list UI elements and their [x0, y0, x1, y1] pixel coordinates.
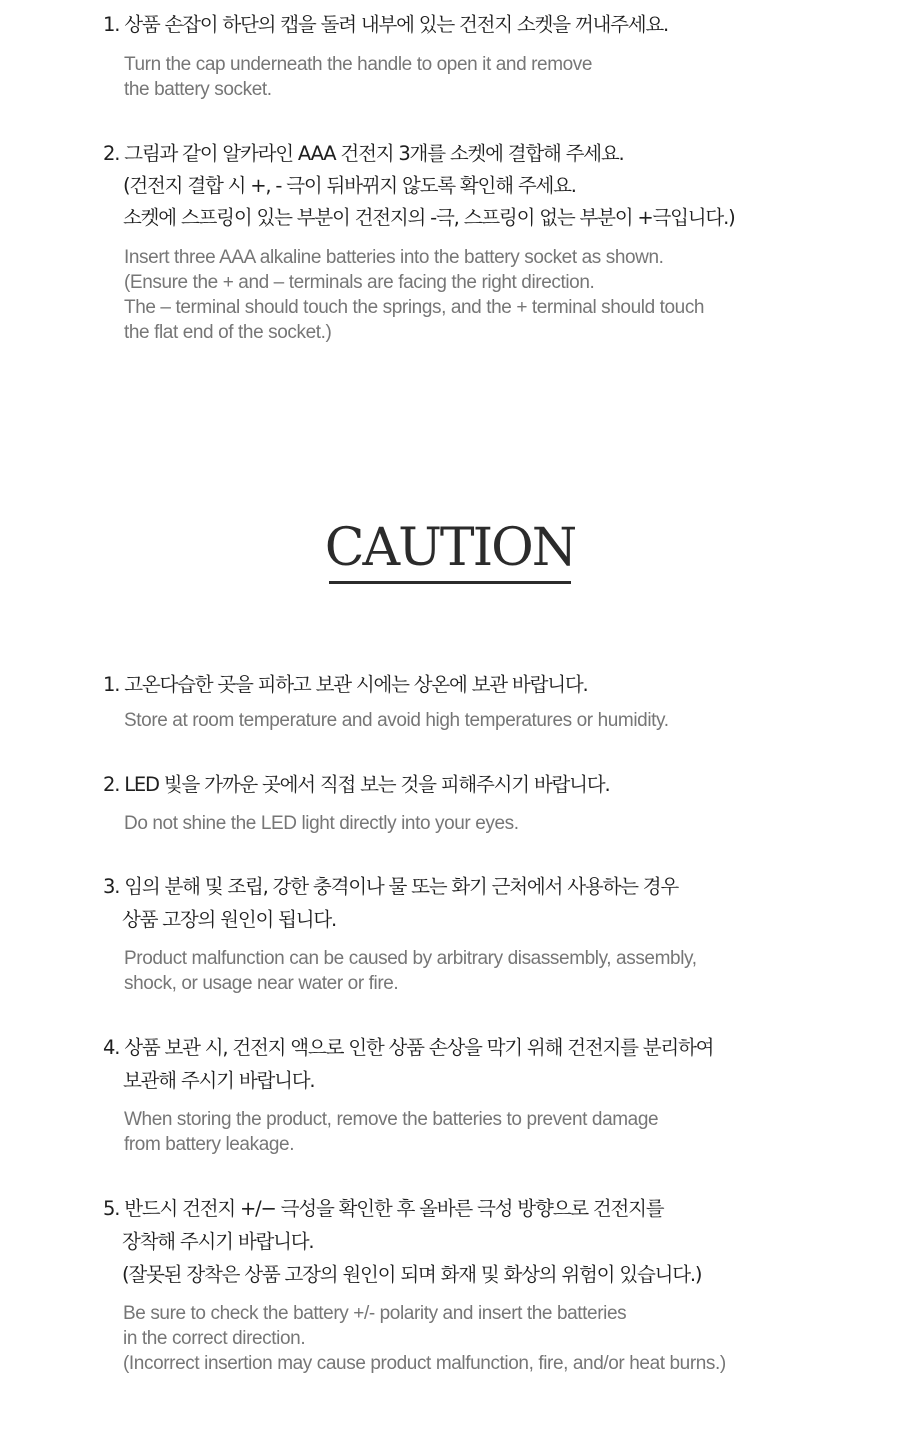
step-2-korean-text-line-3: 소켓에 스프링이 있는 부분이 건전지의 -극, 스프링이 없는 부분이 +극입니다.): [123, 206, 735, 229]
caution-3-english-text-line-2: shock, or usage near water or fire.: [124, 973, 399, 994]
caution-3-english-text-line-1: Product malfunction can be caused by arbitrary disassembly, assembly,: [124, 948, 697, 969]
step-1-korean-text: 1. 상품 손잡이 하단의 캡을 돌려 내부에 있는 건전지 소켓을 꺼내주세요.: [103, 13, 669, 36]
caution-2-english-text: Do not shine the LED light directly into your eyes.: [124, 813, 519, 834]
caution-3-korean-text-line-2: 상품 고장의 원인이 됩니다.: [122, 908, 337, 931]
step-2-korean-text-line-2: (건전지 결합 시 +, - 극이 뒤바뀌지 않도록 확인해 주세요.: [123, 174, 576, 197]
step-1-english-text-line-1: Turn the cap underneath the handle to open it and remove: [124, 54, 593, 75]
step-2-english-text-line-1: Insert three AAA alkaline batteries into the battery socket as shown.: [124, 247, 664, 268]
step-2-english-text-line-4: the flat end of the socket.): [124, 322, 332, 343]
caution-title: CAUTION: [324, 518, 576, 578]
caution-4-korean-text-line-1: 4. 상품 보관 시, 건전지 액으로 인한 상품 손상을 막기 위해 건전지를 분리하여: [103, 1036, 714, 1059]
caution-4-korean-text-line-2: 보관해 주시기 바랍니다.: [123, 1069, 315, 1092]
caution-5-english-text-line-3: (Incorrect insertion may cause product malfunction, fire, and/or heat burns.): [123, 1353, 726, 1374]
step-2-english-text-line-2: (Ensure the + and – terminals are facing the right direction.: [124, 272, 595, 293]
caution-1-korean-text: 1. 고온다습한 곳을 피하고 보관 시에는 상온에 보관 바랍니다.: [103, 673, 588, 696]
caution-1-english-text: Store at room temperature and avoid high temperatures or humidity.: [124, 710, 669, 731]
step-2-english-text-line-3: The – terminal should touch the springs, and the + terminal should touch: [124, 297, 705, 318]
step-2-korean-text-line-1: 2. 그림과 같이 알카라인 AAA 건전지 3개를 소켓에 결합해 주세요.: [103, 142, 624, 165]
caution-5-korean-text-line-2: 장착해 주시기 바랍니다.: [122, 1230, 314, 1253]
caution-4-english-text-line-1: When storing the product, remove the batteries to prevent damage: [124, 1109, 659, 1130]
caution-title-underline: [329, 581, 571, 584]
caution-4-english-text-line-2: from battery leakage.: [124, 1134, 295, 1155]
caution-5-korean-text-line-1: 5. 반드시 건전지 +/− 극성을 확인한 후 올바른 극성 방향으로 건전지를: [103, 1197, 664, 1220]
caution-5-english-text-line-1: Be sure to check the battery +/- polarity and insert the batteries: [123, 1303, 627, 1324]
caution-5-english-text-line-2: in the correct direction.: [123, 1328, 306, 1349]
caution-3-korean-text-line-1: 3. 임의 분해 및 조립, 강한 충격이나 물 또는 화기 근처에서 사용하는 경우: [103, 875, 679, 898]
caution-5-korean-text-line-3: (잘못된 장착은 상품 고장의 원인이 되며 화재 및 화상의 위험이 있습니다.): [122, 1263, 702, 1286]
caution-2-korean-text: 2. LED 빛을 가까운 곳에서 직접 보는 것을 피해주시기 바랍니다.: [103, 773, 610, 796]
step-1-english-text-line-2: the battery socket.: [124, 79, 272, 100]
